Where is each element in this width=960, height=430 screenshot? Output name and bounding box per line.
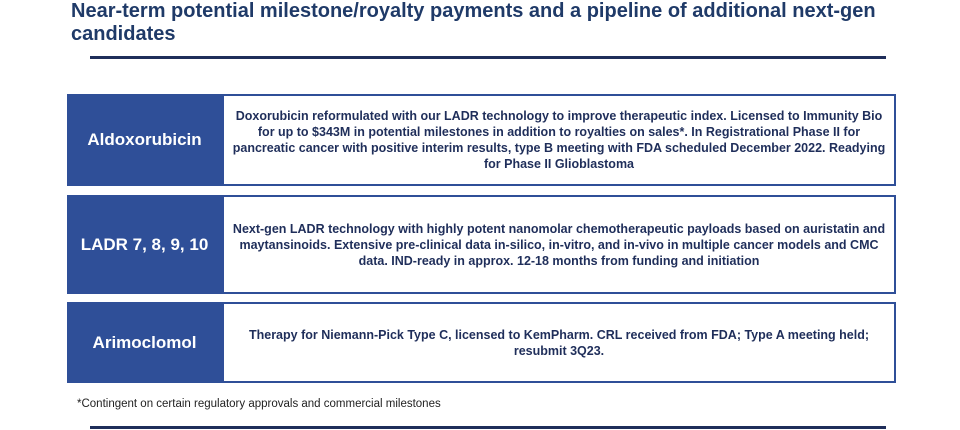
pipeline-row-aldoxorubicin: [67, 94, 896, 186]
row-description: Doxorubicin reformulated with our LADR technology to improve therapeutic index. Licensed to Immunity Bio for up to $343M in potential milestones in addition to royalties on sales*. In Registrational Phase II for pancreatic cancer with positive interim results, type B meeting with FDA scheduled December 2022. Readying for Phase II Glioblastoma: [222, 94, 896, 186]
row-label: LADR 7, 8, 9, 10: [67, 195, 222, 294]
row-description: Therapy for Niemann-Pick Type C, licensed to KemPharm. CRL received from FDA; Type A meeting held; resubmit 3Q23.: [222, 302, 896, 383]
pipeline-row-arimoclomol: [67, 302, 896, 383]
row-description: Next-gen LADR technology with highly potent nanomolar chemotherapeutic payloads based on auristatin and maytansinoids. Extensive pre-clinical data in-silico, in-vitro, and in-vivo in multiple cancer models and CMC data. IND-ready in approx. 12-18 months from funding and initiation: [222, 195, 896, 294]
page-title: Near-term potential milestone/royalty payments and a pipeline of additional next-gen candidates: [71, 0, 876, 45]
row-label: Arimoclomol: [67, 302, 222, 383]
title-divider: [90, 56, 886, 59]
footnote: *Contingent on certain regulatory approvals and commercial milestones: [77, 398, 441, 410]
pipeline-row-ladr: [67, 195, 896, 294]
footer-divider: [90, 426, 886, 429]
row-label: Aldoxorubicin: [67, 94, 222, 186]
